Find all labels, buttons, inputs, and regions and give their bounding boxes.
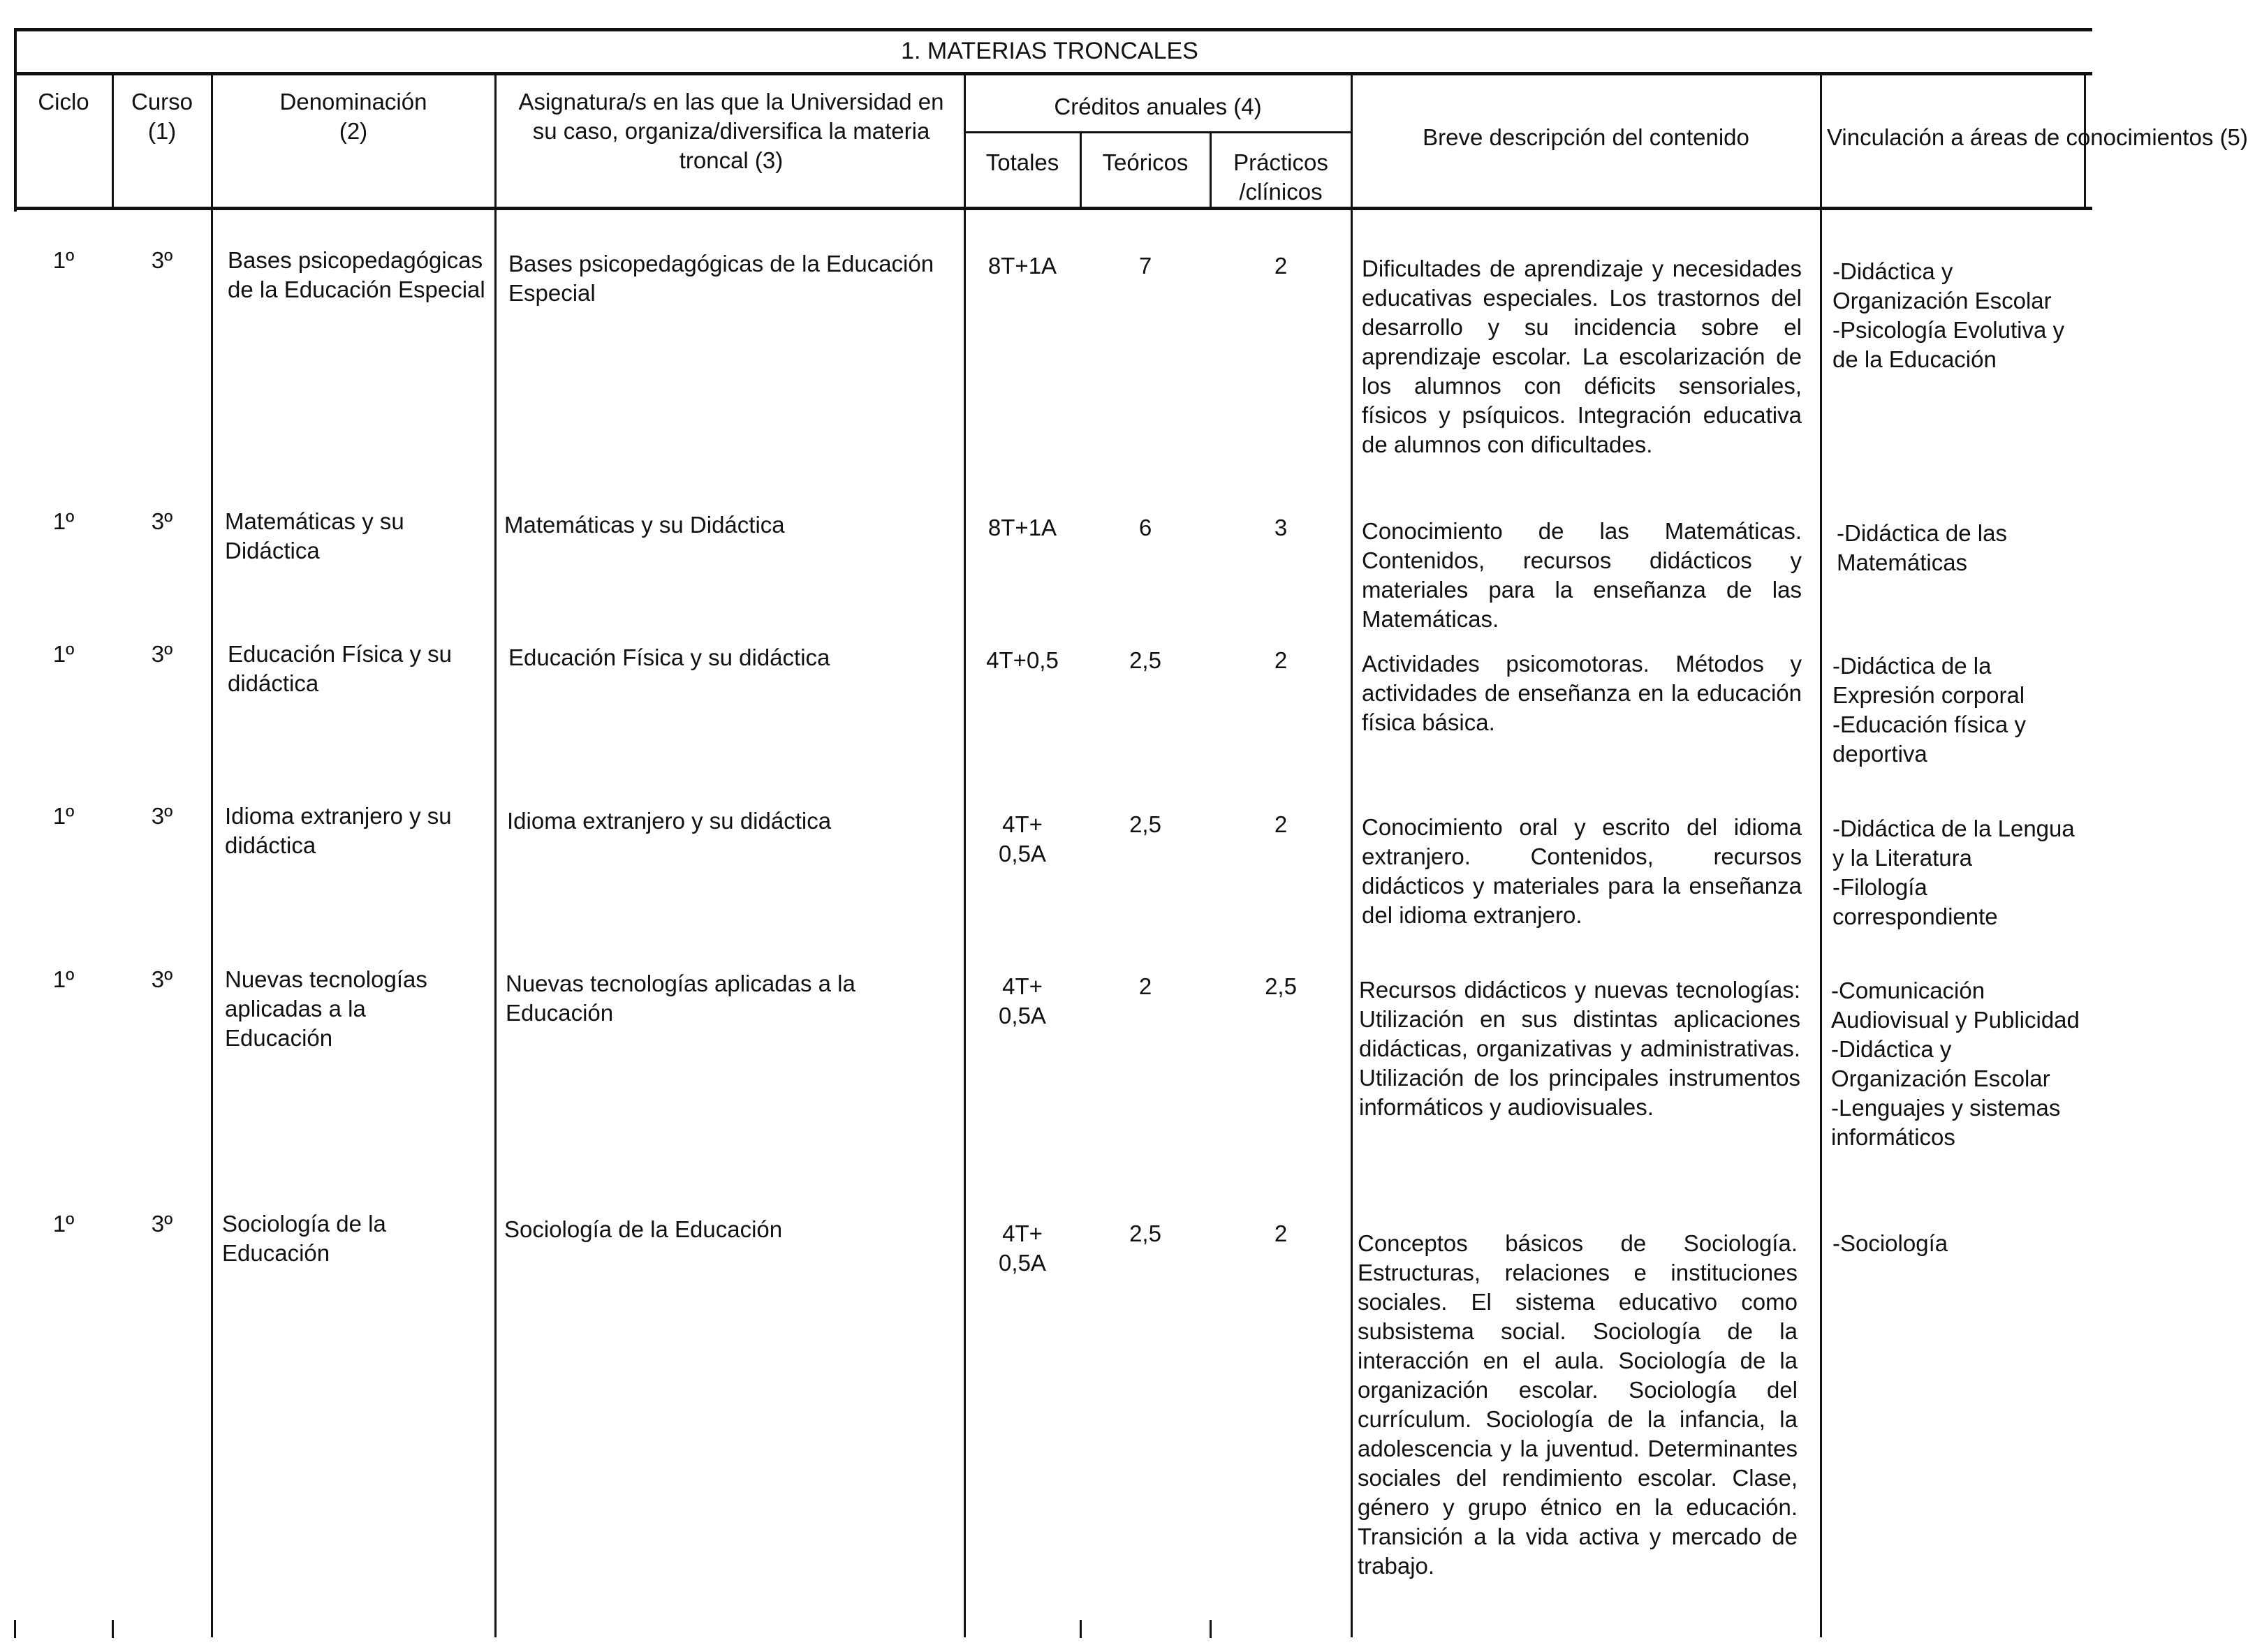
cell-ciclo: 1º [52,508,75,534]
cell-practicos: 2 [1274,647,1288,673]
table-top-border [14,28,2092,31]
cell-descripcion: Dificultades de aprendizaje y necesidades educativas especiales. Los trastornos del desarrollo y su incidencia sobre el aprendizaje escolar. La escolarización de los alumnos con déficits sensoriales, físicos y psíquicos. Integración educativa de alumnos con dificultades. [1362,256,1802,457]
cell-curso: 3º [151,1211,173,1237]
header-practicos: Prácticos /clínicos [1233,149,1328,205]
creditos-header-rule [964,131,1352,133]
cell-asignatura: Matemáticas y su Didáctica [504,512,785,538]
cell-vinculacion: -Didáctica de la Expresión corporal -Educación física y deportiva [1832,653,2026,767]
cell-curso: 3º [151,247,173,273]
header-curso: Curso (1) [131,89,193,144]
cell-denominacion: Bases psicopedagógicas de la Educación Especial [228,247,485,302]
header-ciclo: Ciclo [38,89,89,115]
cell-descripcion: Conocimiento oral y escrito del idioma extranjero. Contenidos, recursos didácticos y materiales para la enseñanza del idioma extranjero. [1362,814,1802,928]
cell-teoricos: 2 [1138,973,1152,999]
cell-curso: 3º [151,803,173,829]
cell-totales: 4T+ 0,5A [999,1220,1046,1276]
ciclo-bottom-stub [14,1620,16,1638]
cell-teoricos: 7 [1138,253,1152,279]
cell-vinculacion: -Sociología [1832,1230,1948,1256]
header-bottom-rule [14,207,2092,210]
cell-denominacion: Sociología de la Educación [222,1211,386,1266]
title-bottom-rule [14,72,2092,75]
cell-curso: 3º [151,508,173,534]
header-creditos: Créditos anuales (4) [1054,94,1262,119]
cell-totales: 8T+1A [987,515,1057,540]
cell-practicos: 2 [1274,1220,1288,1246]
cell-practicos: 2 [1274,253,1288,279]
header-denominacion: Denominación (2) [279,89,427,144]
header-descripcion: Breve descripción del contenido [1423,124,1749,150]
cell-totales: 4T+ 0,5A [999,973,1046,1028]
practicos-bottom-stub [1210,1620,1212,1638]
cell-denominacion: Idioma extranjero y su didáctica [225,803,452,858]
cell-totales: 4T+0,5 [986,647,1059,673]
header-totales: Totales [985,149,1059,175]
cell-denominacion: Matemáticas y su Didáctica [225,508,404,563]
cell-asignatura: Nuevas tecnologías aplicadas a la Educación [506,971,855,1026]
cell-vinculacion: -Didáctica de las Matemáticas [1837,520,2007,575]
cell-practicos: 3 [1274,515,1288,540]
header-teoricos: Teóricos [1102,149,1189,175]
cell-curso: 3º [151,641,173,667]
cell-totales: 4T+ 0,5A [999,811,1046,866]
cell-teoricos: 6 [1138,515,1152,540]
teoricos-bottom-stub [1080,1620,1082,1638]
cell-teoricos: 2,5 [1129,1220,1161,1246]
cell-descripcion: Actividades psicomotoras. Métodos y actividades de enseñanza en la educación física básica. [1362,651,1802,735]
cell-practicos: 2 [1274,811,1288,837]
cell-asignatura: Educación Física y su didáctica [508,644,830,670]
curso-bottom-stub [112,1620,114,1638]
cell-ciclo: 1º [52,803,75,829]
cell-totales: 8T+1A [987,253,1057,279]
cell-ciclo: 1º [52,247,75,273]
cell-asignatura: Sociología de la Educación [504,1216,783,1242]
cell-ciclo: 1º [52,1211,75,1237]
cell-descripcion: Conceptos básicos de Sociología. Estructuras, relaciones e instituciones sociales. El sistema educativo como subsistema social. Sociología de la interacción en el aula. Sociología de la organización escolar. Sociología del currículum. Sociología de la infancia, la adolescencia y la juventud. Determinantes sociales del rendimiento escolar. Clase, género y grupo étnico en la educación. Transición a la vida activa y mercado de trabajo. [1358,1230,1798,1579]
col-divider-vinculacion [1820,73,1822,1637]
cell-vinculacion: -Didáctica y Organización Escolar -Psicología Evolutiva y de la Educación [1832,258,2064,372]
header-vinculacion: Vinculación a áreas de conocimientos (5) [1827,124,2248,150]
col-divider-asignatura [494,73,497,1637]
col-divider-descripcion [1351,73,1353,1637]
cell-practicos: 2,5 [1265,973,1297,999]
cell-teoricos: 2,5 [1129,647,1161,673]
table-title: 1. MATERIAS TRONCALES [901,38,1198,64]
cell-descripcion: Recursos didácticos y nuevas tecnologías: Utilización en sus distintas aplicaciones didácticas, organizativas y administrativas. Utilización de los principales instrumentos informáticos y audiovisuales. [1359,977,1800,1120]
col-divider-denominacion [211,73,213,1637]
cell-vinculacion: -Didáctica de la Lengua y la Literatura -Filología correspondiente [1832,816,2075,929]
cell-ciclo: 1º [52,641,75,667]
cell-denominacion: Nuevas tecnologías aplicadas a la Educación [225,966,427,1051]
cell-teoricos: 2,5 [1129,811,1161,837]
cell-curso: 3º [151,966,173,992]
cell-asignatura: Idioma extranjero y su didáctica [507,808,832,834]
header-asignatura: Asignatura/s en las que la Universidad en su caso, organiza/diversifica la materia troncal (3) [518,89,944,173]
cell-ciclo: 1º [52,966,75,992]
cell-asignatura: Bases psicopedagógicas de la Educación Especial [508,251,934,306]
cell-descripcion: Conocimiento de las Matemáticas. Contenidos, recursos didácticos y materiales para la enseñanza de las Matemáticas. [1362,518,1802,632]
cell-vinculacion: -Comunicación Audiovisual y Publicidad -Didáctica y Organización Escolar -Lenguajes y sistemas informáticos [1831,978,2080,1150]
cell-denominacion: Educación Física y su didáctica [228,641,452,696]
